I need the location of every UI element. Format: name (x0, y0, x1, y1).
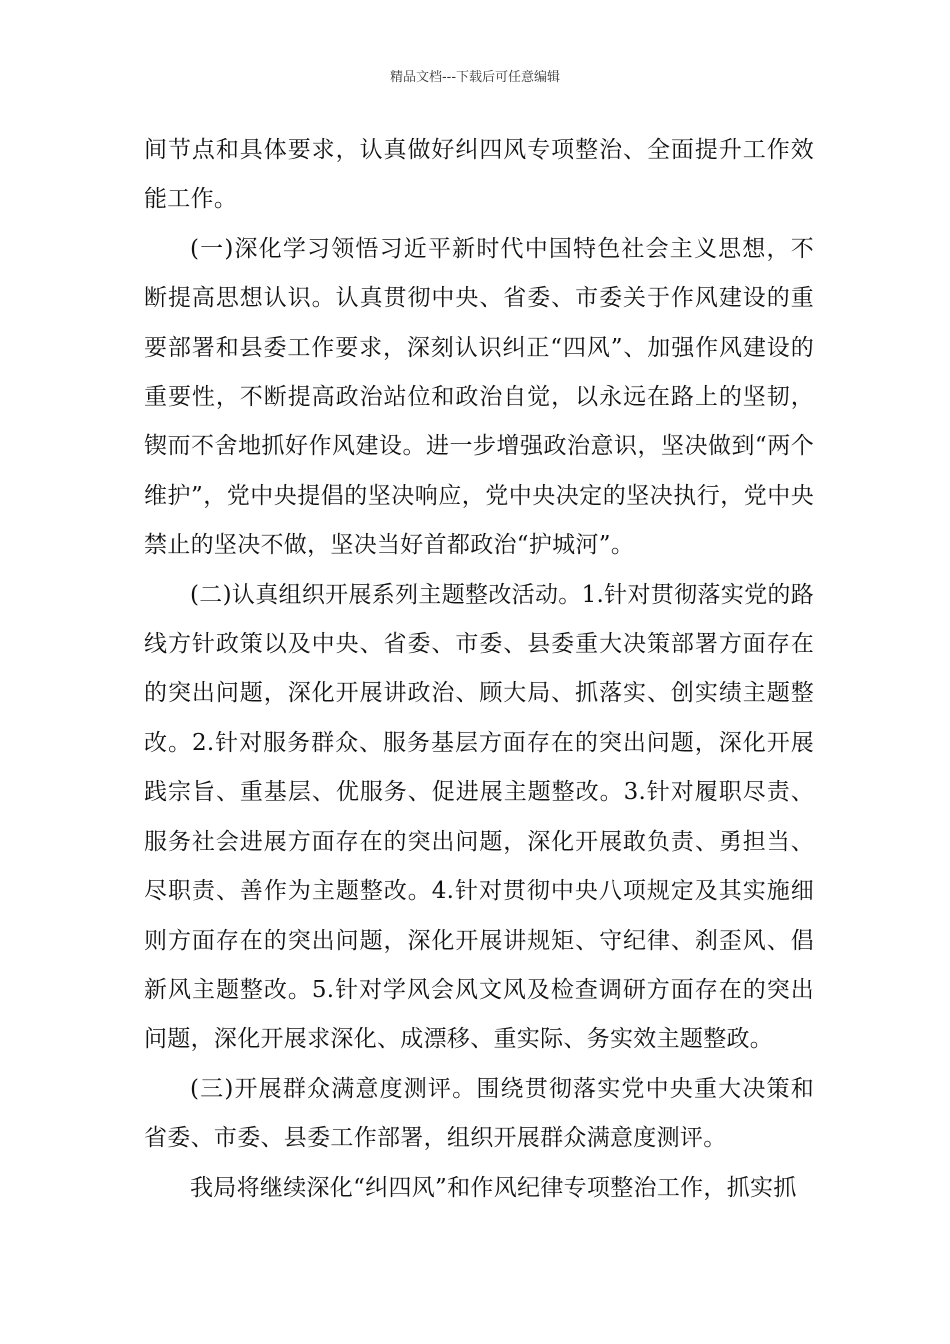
page-header: 精品文档---下载后可任意编辑 (389, 70, 561, 85)
paragraph-closing: 我局将继续深化“纠四风”和作风纪律专项整治工作，抓实抓 (190, 1174, 797, 1201)
paragraph-continuation: 间节点和具体要求，认真做好纠四风专项整治、全面提升工作效能工作。 (144, 137, 814, 213)
paragraph-section-two: (二)认真组织开展系列主题整改活动。1.针对贯彻落实党的路线方针政策以及中央、省委、市委、县委重大决策部署方面存在的突出问题，深化开展讲政治、顾大局、抓落实、创实绩主题整改。2.针对服务群众、服务基层方面存在的突出问题，深化开展践宗旨、重基层、优服务、促进展主题整改。3.针对履职尽责、服务社会进展方面存在的突出问题，深化开展敢负责、勇担当、尽职责、善作为主题整改。4.针对贯彻中央八项规定及其实施细则方面存在的突出问题，深化开展讲规矩、守纪律、刹歪风、倡新风主题整改。5.针对学风会风文风及检查调研方面存在的突出问题，深化开展求深化、成漂移、重实际、务实效主题整政。 (144, 581, 814, 1053)
document-body (144, 126, 814, 1213)
paragraph-section-one: (一)深化学习领悟习近平新时代中国特色社会主义思想，不断提高思想认识。认真贯彻中央、省委、市委关于作风建设的重要部署和县委工作要求，深刻认识纠正“四风”、加强作风建设的重要性，不断提高政治站位和政治自觉，以永远在路上的坚韧，锲而不舍地抓好作风建设。进一步增强政治意识，坚决做到“两个维护”，党中央提倡的坚决响应，党中央决定的坚决执行，党中央禁止的坚决不做，坚决当好首都政治“护城河”。 (144, 235, 814, 559)
paragraph-section-three: (三)开展群众满意度测评。围绕贯彻落实党中央重大决策和省委、市委、县委工作部署，组织开展群众满意度测评。 (144, 1075, 814, 1152)
